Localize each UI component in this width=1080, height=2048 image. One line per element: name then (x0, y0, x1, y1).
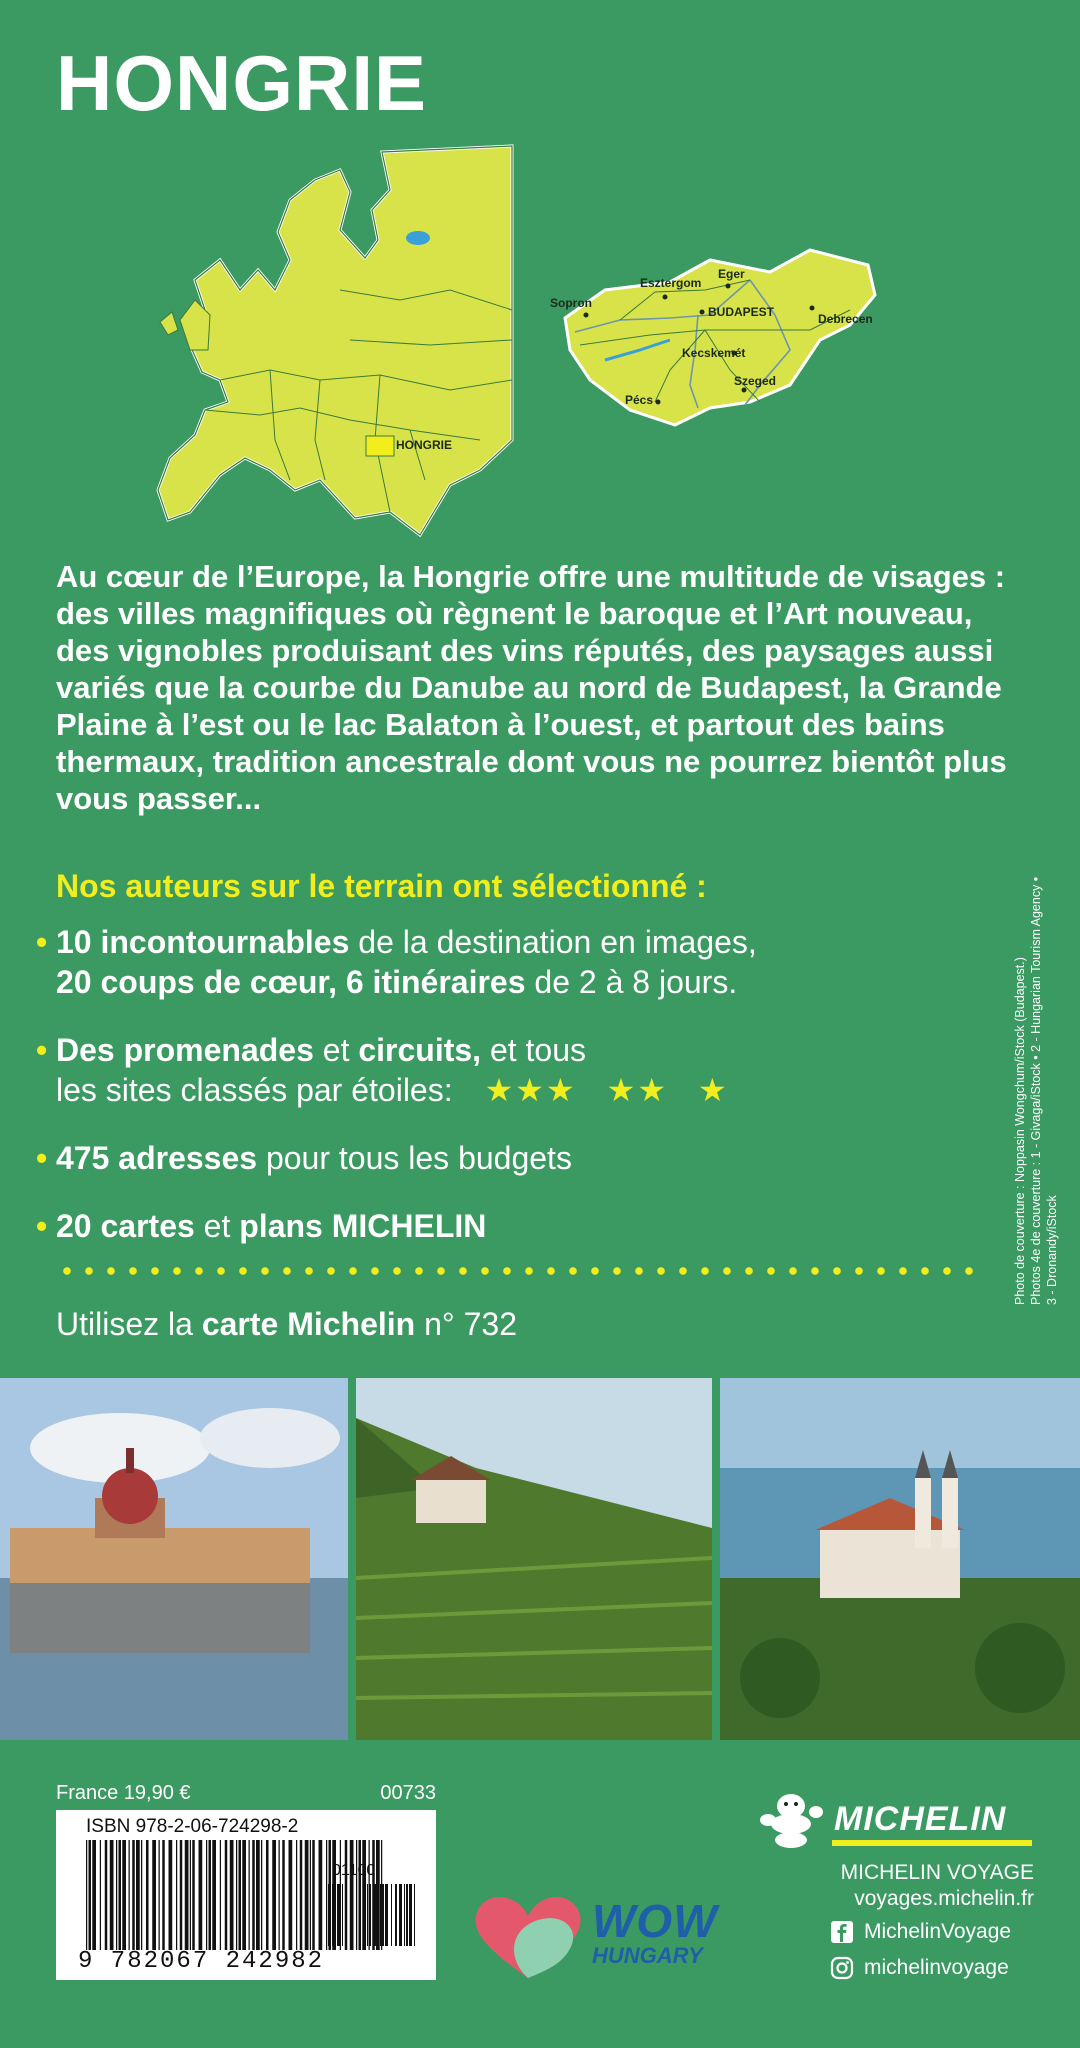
publisher-info (841, 1860, 1034, 1912)
maps-illustration (150, 140, 950, 550)
photo-parliament (0, 1378, 348, 1740)
star-icon: ★★★ (484, 1072, 577, 1108)
instagram-link[interactable] (830, 1956, 1050, 1980)
michelin-logo (756, 1790, 1036, 1850)
star-icon: ★ (698, 1072, 729, 1108)
credit-line: Photos 4e de couverture : 1 - Givaga/iStock • 2 - Hungarian Tourism Agency • 3 - Dronandy/iStock (1029, 876, 1059, 1305)
city-debrecen: Debrecen (818, 312, 873, 326)
hungary-highlight (366, 436, 394, 456)
highlight-text: 20 cartes (56, 1208, 195, 1244)
hungary-wordmark: HUNGARY (592, 1943, 703, 1968)
price-row (56, 1782, 436, 1805)
europe-hungary-label: HONGRIE (396, 438, 453, 452)
logo-underline (832, 1840, 1032, 1846)
dotted-divider (56, 1267, 986, 1275)
addon-barcode-bars (328, 1884, 418, 1946)
city-esztergom: Esztergom (640, 276, 702, 290)
publisher-name: MICHELIN VOYAGE (840, 1861, 1034, 1884)
selection-heading: Nos auteurs sur le terrain ont sélectionné : (56, 868, 707, 904)
body-text: et (313, 1032, 359, 1068)
body-text: de 2 à 8 jours. (525, 964, 738, 1000)
intro-text: Au cœur de l’Europe, la Hongrie offre une multitude de visages : des villes magnifiques où règnent le baroque et l’Art nouveau, des vignobles produisant des vins réputés, des paysages aussi variés que la courbe du Danube au nord de Budapest, la Grande Plaine à l’est ou le lac Balaton à l’ouest, et partout des bains thermaux, tradition ancestrale dont vous ne pourrez bientôt plus vous passer... (56, 559, 1007, 816)
body-text: pour tous les budgets (257, 1140, 572, 1176)
photo-vineyard (356, 1378, 712, 1740)
list-item (36, 1206, 996, 1246)
europe-map (158, 146, 512, 535)
heart-icon (468, 1890, 588, 1982)
addon-code: 01100 (332, 1862, 376, 1879)
barcode (56, 1810, 436, 1980)
star-icon: ★★ (606, 1072, 669, 1108)
facebook-icon (830, 1920, 854, 1944)
wow-wordmark: WOW (592, 1895, 718, 1947)
highlight-text: circuits, (358, 1032, 482, 1068)
highlight-text: 475 adresses (56, 1140, 258, 1176)
price-label: France 19,90 € (56, 1782, 191, 1804)
highlight-text: 10 incontournables (56, 924, 350, 960)
credit-line: Photo de couverture : Noppasin Wongchum/iStock (Budapest.) (1013, 957, 1027, 1305)
list-item (36, 1030, 996, 1110)
map-reference (56, 1306, 517, 1343)
wow-hungary-logo (468, 1890, 758, 1982)
list-item (36, 1138, 996, 1178)
publisher-url[interactable]: voyages.michelin.fr (854, 1887, 1034, 1910)
instagram-icon (830, 1956, 854, 1980)
city-budapest: BUDAPEST (708, 305, 775, 319)
michelin-wordmark: MICHELIN (834, 1800, 1007, 1838)
highlight-text: 20 coups de cœur, 6 itinéraires (56, 964, 526, 1000)
photo-credits (1012, 875, 1060, 1305)
book-title: HONGRIE (56, 39, 428, 127)
city-sopron: Sopron (550, 296, 592, 310)
bibendum-icon (756, 1790, 826, 1850)
city-pecs: Pécs (625, 393, 654, 407)
body-text: et tous (481, 1032, 587, 1068)
isbn-label: ISBN 978-2-06-724298-2 (86, 1816, 299, 1837)
ean-number: 9 782067 242982 (78, 1948, 325, 1975)
body-text: et (194, 1208, 240, 1244)
body-text: Utilisez la (56, 1306, 202, 1342)
star-rating-legend (485, 1072, 759, 1108)
city-kecskemet: Kecskemét (682, 346, 746, 360)
highlight-text: plans MICHELIN (239, 1208, 487, 1244)
highlight-text: carte Michelin (201, 1306, 416, 1342)
city-szeged: Szeged (734, 374, 777, 388)
body-text: n° 732 (415, 1306, 517, 1342)
product-code: 00733 (380, 1782, 436, 1804)
features-list (36, 922, 996, 1274)
instagram-handle: michelinvoyage (864, 1956, 1009, 1979)
highlight-text: Des promenades (56, 1032, 314, 1068)
photo-strip (0, 1378, 1080, 1740)
body-text: de la destination en images, (349, 924, 757, 960)
facebook-handle: MichelinVoyage (864, 1920, 1012, 1943)
city-eger: Eger (718, 267, 745, 281)
europe-hungary-map (150, 140, 950, 550)
photo-tihany-abbey (720, 1378, 1080, 1740)
body-text: les sites classés par étoiles: (56, 1072, 453, 1108)
list-item (36, 922, 996, 1002)
facebook-link[interactable] (830, 1920, 1050, 1944)
